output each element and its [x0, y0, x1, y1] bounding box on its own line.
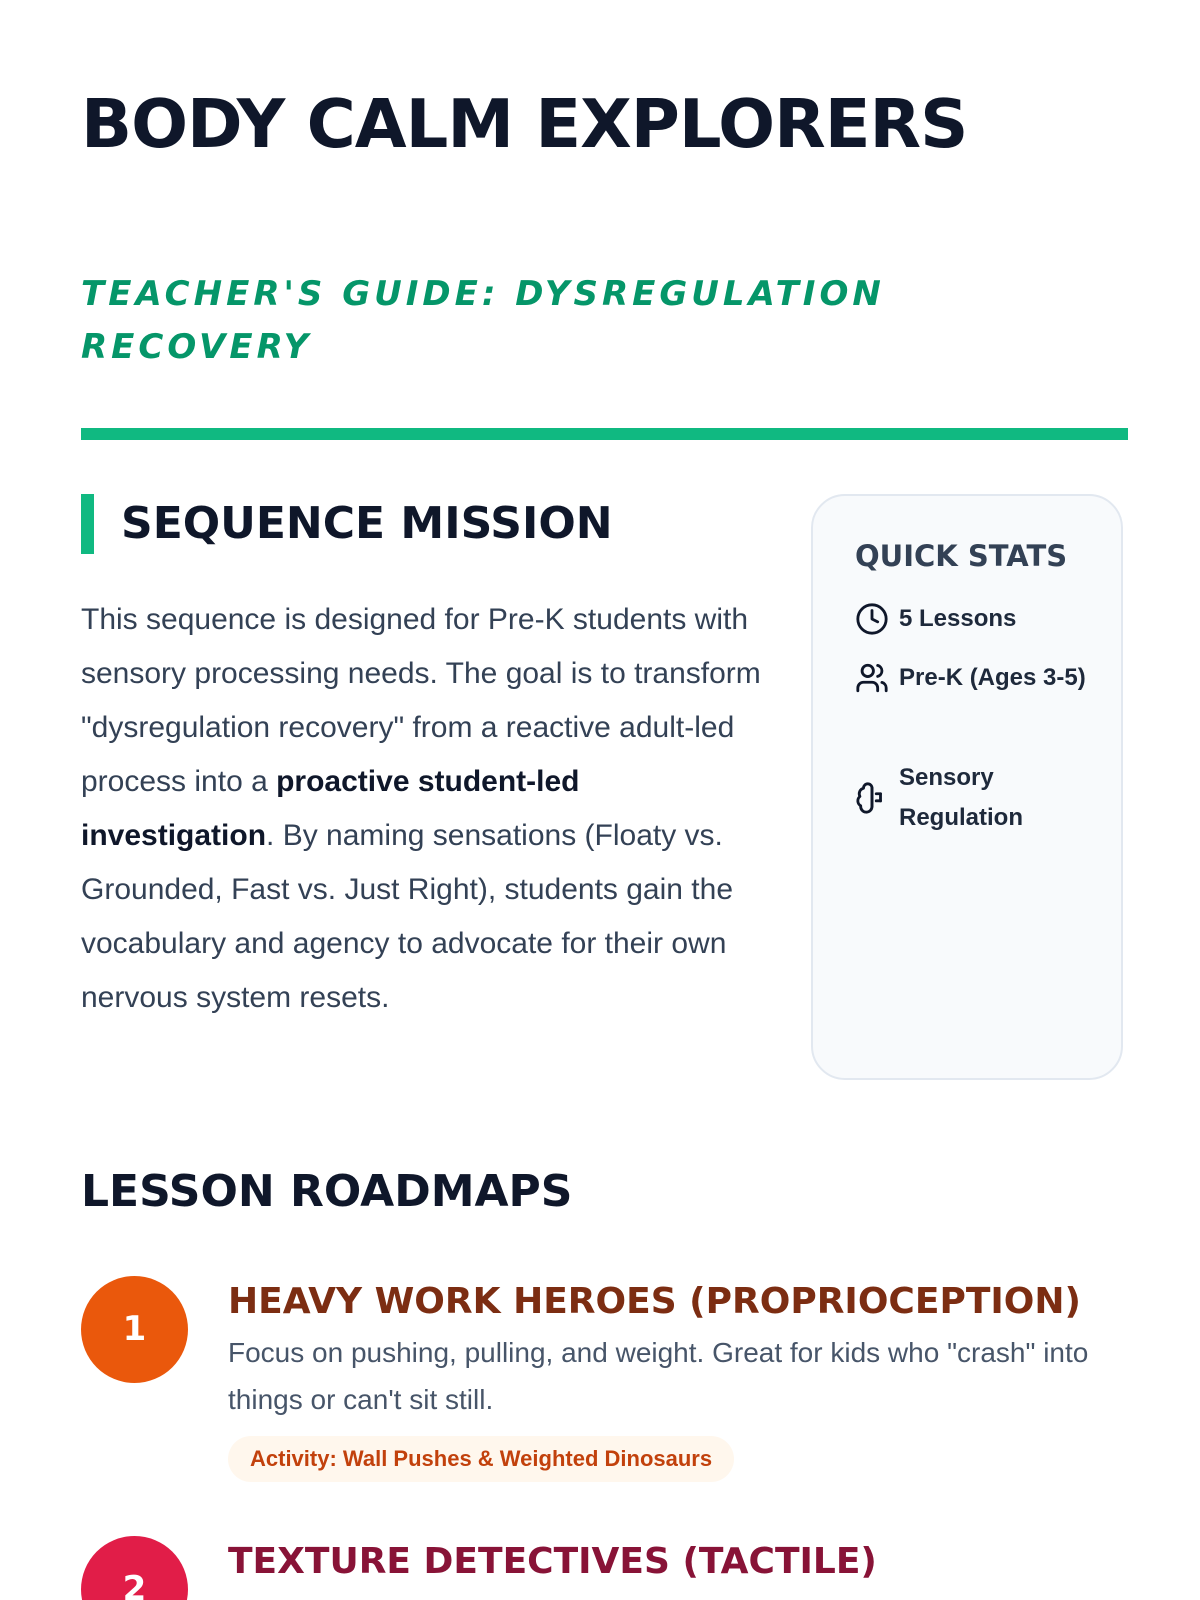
- clock-icon: [855, 602, 889, 636]
- teacher-guide-page: [81, 0, 1128, 1600]
- mission-description: [81, 593, 771, 1025]
- lesson-number-badge: 2: [81, 1536, 188, 1600]
- roadmaps-heading: LESSON ROADMAPS: [81, 1166, 573, 1217]
- stat-label: Sensory Regulation: [899, 764, 1023, 831]
- mission-text-part-2: . By naming sensations (Floaty vs. Grounded, Fast vs. Just Right), students gain the vocabulary and agency to advocate for their own nervous system resets.: [81, 819, 734, 1014]
- stat-item-focus: [855, 758, 1095, 838]
- stat-label: 5 Lessons: [899, 605, 1017, 632]
- quick-stats-card: [811, 494, 1123, 1080]
- stat-item-lessons: [855, 599, 1095, 639]
- section-accent-bar: [81, 494, 94, 554]
- lesson-description: Focus on pushing, pulling, and weight. Great for kids who "crash" into things or can't sit still.: [228, 1337, 1089, 1415]
- brain-icon: [855, 781, 889, 815]
- users-icon: [855, 661, 889, 695]
- page-title: BODY CALM EXPLORERS: [81, 85, 968, 163]
- header-divider: [81, 428, 1128, 440]
- page-subtitle: TEACHER'S GUIDE: DYSREGULATION RECOVERY: [81, 274, 885, 367]
- activity-pill: Activity: Wall Pushes & Weighted Dinosaurs: [228, 1436, 734, 1482]
- lesson-number-badge: 1: [81, 1276, 188, 1383]
- stat-label: Pre-K (Ages 3-5): [899, 664, 1086, 691]
- mission-heading: SEQUENCE MISSION: [121, 498, 613, 549]
- quick-stats-title: QUICK STATS: [855, 539, 1068, 573]
- lesson-title: HEAVY WORK HEROES (PROPRIOCEPTION): [228, 1281, 1081, 1322]
- stat-item-age: [855, 658, 1095, 698]
- lesson-title: TEXTURE DETECTIVES (TACTILE): [228, 1541, 877, 1582]
- mission-text-part-1: This sequence is designed for Pre-K students with sensory processing needs. The goal is to transform "dysregulation recovery" from a reactive adult-led process into a: [81, 603, 761, 798]
- mission-bold-phrase: proactive student-led investigation: [81, 765, 580, 852]
